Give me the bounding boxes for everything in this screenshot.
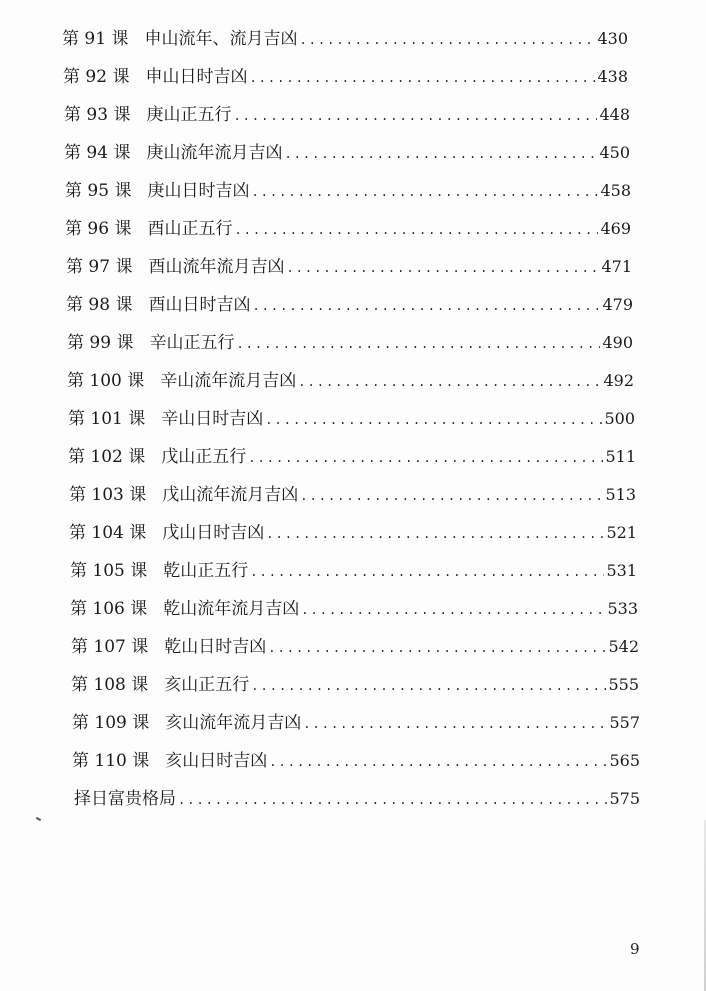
toc-entry (68, 408, 635, 431)
lesson-number: 第 106 课 (70, 599, 148, 619)
dot-leader (252, 295, 600, 317)
toc-entry (72, 750, 640, 773)
dot-leader (248, 447, 603, 469)
lesson-title: 酉山流年流月吉凶 (148, 257, 285, 277)
dot-leader (300, 485, 603, 507)
page-reference: 479 (602, 295, 633, 314)
dot-leader (233, 105, 597, 127)
page-number: 9 (630, 940, 640, 958)
page-reference: 521 (606, 523, 637, 542)
lesson-number: 第 91 课 (62, 29, 129, 49)
lesson-title: 酉山日时吉凶 (148, 295, 251, 315)
lesson-number: 第 103 课 (69, 485, 147, 505)
lesson-number: 第 92 课 (63, 67, 130, 87)
dot-leader (250, 561, 604, 583)
lesson-number: 第 101 课 (68, 409, 146, 429)
toc-entry (68, 446, 636, 469)
page-reference: 542 (608, 637, 639, 656)
lesson-title: 申山日时吉凶 (145, 67, 248, 87)
lesson-title: 乾山日时吉凶 (164, 637, 267, 657)
toc-entry-appendix (74, 788, 640, 811)
page-reference: 438 (597, 67, 628, 86)
scan-artifact (36, 817, 41, 821)
page-reference: 471 (601, 257, 632, 276)
dot-leader (303, 713, 607, 735)
toc-entry (70, 560, 637, 583)
lesson-number: 第 97 课 (66, 257, 133, 277)
lesson-title: 亥山正五行 (164, 675, 250, 695)
dot-leader (286, 257, 599, 279)
dot-leader (284, 143, 597, 165)
page-reference: 531 (606, 561, 637, 580)
toc-entry (65, 218, 631, 241)
toc-entry (65, 180, 631, 203)
page-reference: 511 (605, 447, 636, 466)
lesson-title: 辛山流年流月吉凶 (160, 371, 297, 391)
lesson-title: 戊山流年流月吉凶 (162, 485, 299, 505)
page-reference: 430 (597, 29, 628, 48)
lesson-number: 第 105 课 (70, 561, 148, 581)
lesson-number: 第 107 课 (71, 637, 149, 657)
page-reference: 513 (605, 485, 636, 504)
page-reference: 575 (609, 789, 640, 808)
toc-entry (64, 142, 630, 165)
lesson-number: 第 95 课 (65, 181, 132, 201)
toc-entry (72, 712, 640, 735)
page-reference: 448 (599, 105, 630, 124)
lesson-title: 庚山日时吉凶 (147, 181, 250, 201)
toc-entry (63, 66, 628, 89)
toc-entry (71, 636, 639, 659)
page-reference: 557 (609, 713, 640, 732)
toc-entry (70, 598, 638, 621)
toc-entry (66, 256, 632, 279)
lesson-title: 酉山正五行 (147, 219, 233, 239)
lesson-title: 庚山正五行 (146, 105, 232, 125)
lesson-number: 第 99 课 (67, 333, 134, 353)
lesson-title: 辛山正五行 (149, 333, 235, 353)
dot-leader (249, 67, 595, 89)
dot-leader (268, 637, 606, 659)
dot-leader (265, 409, 602, 431)
dot-leader (298, 371, 601, 393)
lesson-title: 乾山流年流月吉凶 (163, 599, 300, 619)
dot-leader (234, 219, 598, 241)
page-reference: 500 (604, 409, 635, 428)
page-reference: 450 (599, 143, 630, 162)
page-reference: 533 (607, 599, 638, 618)
lesson-title: 亥山日时吉凶 (165, 751, 268, 771)
toc-entry (66, 294, 633, 317)
dot-leader (269, 751, 607, 773)
lesson-number: 第 104 课 (69, 523, 147, 543)
toc-entry (67, 332, 633, 355)
page-reference: 490 (602, 333, 633, 352)
dot-leader (299, 29, 595, 51)
dot-leader (301, 599, 605, 621)
appendix-title: 择日富贵格局 (74, 789, 176, 809)
lesson-title: 戊山日时吉凶 (162, 523, 265, 543)
dot-leader (251, 181, 598, 203)
page-reference: 492 (603, 371, 634, 390)
toc-entry (67, 370, 634, 393)
lesson-number: 第 94 课 (64, 143, 131, 163)
page-reference: 458 (600, 181, 631, 200)
dot-leader (251, 675, 606, 697)
lesson-number: 第 102 课 (68, 447, 146, 467)
toc-entry (69, 522, 637, 545)
lesson-title: 乾山正五行 (163, 561, 249, 581)
toc-entry (64, 104, 630, 127)
lesson-title: 戊山正五行 (161, 447, 247, 467)
page-reference: 469 (600, 219, 631, 238)
page-reference: 565 (609, 751, 640, 770)
lesson-title: 庚山流年流月吉凶 (146, 143, 283, 163)
dot-leader (236, 333, 600, 355)
toc-entry (62, 28, 628, 51)
lesson-number: 第 100 课 (67, 371, 145, 391)
lesson-number: 第 96 课 (65, 219, 132, 239)
dot-leader (266, 523, 604, 545)
lesson-title: 辛山日时吉凶 (161, 409, 264, 429)
lesson-number: 第 93 课 (64, 105, 131, 125)
toc-entry (71, 674, 639, 697)
lesson-number: 第 109 课 (72, 713, 150, 733)
lesson-number: 第 108 课 (71, 675, 149, 695)
lesson-number: 第 110 课 (72, 751, 150, 771)
toc-entry (69, 484, 636, 507)
lesson-title: 亥山流年流月吉凶 (165, 713, 302, 733)
lesson-title: 申山流年、流月吉凶 (144, 29, 298, 49)
page-reference: 555 (608, 675, 639, 694)
lesson-number: 第 98 课 (66, 295, 133, 315)
dot-leader (178, 789, 607, 811)
